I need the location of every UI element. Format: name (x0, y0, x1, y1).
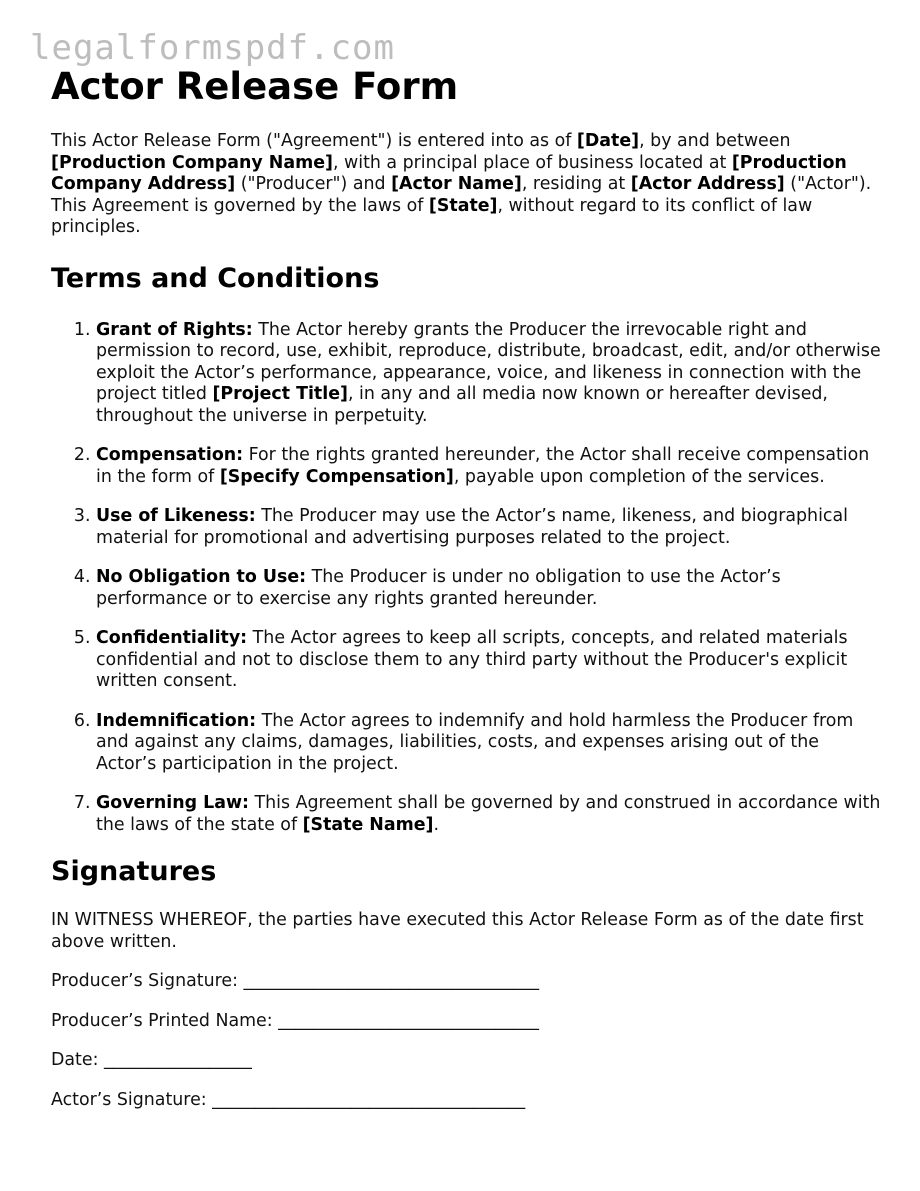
project-title-placeholder: [Project Title] (212, 384, 348, 404)
term-item-no-obligation (96, 567, 881, 610)
term-label: Compensation: (96, 445, 244, 465)
terms-heading: Terms and Conditions (51, 262, 380, 294)
term-item-governing-law (96, 793, 881, 836)
terms-list (51, 320, 881, 837)
term-text: The Actor agrees to keep all scripts, concepts, and related materials confidential and not to disclose them to any third party without the Producer's explicit written consent. (96, 628, 848, 691)
compensation-placeholder: [Specify Compensation] (219, 466, 454, 487)
witness-statement: IN WITNESS WHEREOF, the parties have executed this Actor Release Form as of the date first above written. (51, 910, 864, 952)
company-address-placeholder: [Production Company Address] (51, 152, 847, 194)
document-page (51, 62, 881, 1111)
term-item-compensation (96, 445, 881, 488)
term-label: Grant of Rights: (96, 319, 253, 340)
term-label: Confidentiality: (96, 628, 248, 648)
intro-text: This Actor Release Form ("Agreement") is entered into as of (51, 131, 577, 151)
signatures-heading: Signatures (51, 856, 217, 887)
term-text: This Agreement shall be governed by and construed in accordance with the laws of the state of (96, 793, 881, 835)
intro-text: ("Producer") and (235, 174, 392, 194)
date-placeholder: [Date] (576, 131, 640, 151)
actor-address-placeholder: [Actor Address] (630, 174, 785, 194)
term-item-confidentiality (96, 628, 881, 693)
term-text: . (433, 814, 439, 835)
intro-text: , residing at (521, 174, 631, 194)
state-placeholder: [State] (428, 195, 498, 216)
page-title: Actor Release Form (51, 65, 459, 108)
term-label: No Obligation to Use: (96, 567, 307, 587)
actor-signature-line: Actor’s Signature: ____________________________________ (51, 1089, 526, 1110)
intro-text: , without regard to its conflict of law principles. (51, 195, 813, 237)
intro-paragraph (51, 131, 881, 239)
term-item-use-of-likeness (96, 506, 881, 549)
intro-text: , by and between (639, 131, 791, 151)
date-line: Date: _________________ (51, 1050, 252, 1070)
term-label: Indemnification: (96, 710, 257, 731)
term-text: For the rights granted hereunder, the Actor shall receive compensation in the form of (96, 445, 870, 487)
term-item-grant-of-rights (96, 320, 881, 428)
intro-text: , with a principal place of business located at (332, 152, 732, 173)
term-text: The Actor hereby grants the Producer the irrevocable right and permission to record, use, exhibit, reproduce, distribute, broadcast, edit, and/or otherwise exploit the Actor’s performance, appearance, voice, and likeness in connection with the project titled (96, 319, 881, 404)
producer-printed-name-line: Producer’s Printed Name: ______________________________ (51, 1010, 539, 1031)
state-name-placeholder: [State Name] (302, 814, 434, 835)
term-label: Use of Likeness: (96, 506, 256, 526)
term-text: The Producer is under no obligation to use the Actor’s performance or to exercise any rights granted hereunder. (96, 567, 781, 609)
watermark: legalformspdf.com (30, 28, 395, 68)
term-text: , in any and all media now known or hereafter devised, throughout the universe in perpetuity. (96, 384, 828, 426)
term-text: The Producer may use the Actor’s name, likeness, and biographical material for promotional and advertising purposes related to the project. (96, 506, 848, 548)
producer-signature-line: Producer’s Signature: __________________________________ (51, 971, 540, 991)
intro-text: ("Actor"). This Agreement is governed by the laws of (51, 174, 872, 216)
actor-name-placeholder: [Actor Name] (391, 174, 522, 194)
term-text: , payable upon completion of the services. (453, 466, 825, 487)
company-name-placeholder: [Production Company Name] (51, 152, 333, 173)
term-label: Governing Law: (96, 793, 249, 813)
term-item-indemnification (96, 711, 881, 776)
term-text: The Actor agrees to indemnify and hold harmless the Producer from and against any claims, damages, liabilities, costs, and expenses arising out of the Actor’s participation in the project. (96, 710, 854, 774)
